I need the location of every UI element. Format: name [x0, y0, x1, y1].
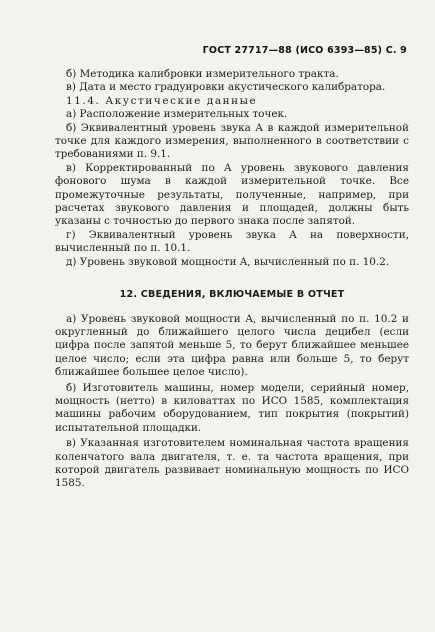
- item-v-background-noise: в) Корректированный по A уровень звукового давления фонового шума в каждой измерительной точке. Все промежуточные результаты, полученные, например, при расчетах звукового давления и площадей, должны быть указаны с точностью до первого знака после запятой.: [55, 161, 409, 228]
- page-header: ГОСТ 27717—88 (ИСО 6393—85) С. 9: [202, 45, 407, 56]
- item-b-equivalent-level: б) Эквивалентный уровень звука A в каждой измерительной точке для каждого измерения, выполненного в соответствии с требованиями п. 9.1.: [55, 121, 409, 161]
- item-v-rated-speed: в) Указанная изготовителем номинальная частота вращения коленчатого вала двигателя, т. е. та частота вращения, при которой двигатель развивает номинальную мощность по ИСО 1585.: [55, 437, 409, 490]
- section-12-title: 12. СВЕДЕНИЯ, ВКЛЮЧАЕМЫЕ В ОТЧЕТ: [119, 289, 345, 301]
- item-a-measurement-points: а) Расположение измерительных точек.: [66, 108, 288, 121]
- item-v-calibrator-date: в) Дата и место градуировки акустического калибратора.: [66, 81, 386, 94]
- item-g-surface-level: г) Эквивалентный уровень звука A на поверхности, вычисленный по п. 10.1.: [55, 228, 409, 255]
- section-12-body: [55, 313, 409, 491]
- item-b-calibration-method: б) Методика калибровки измерительного тракта.: [66, 68, 339, 80]
- page-content: [55, 68, 409, 491]
- subsection-11-4-heading: 11.4. Акустические данные: [66, 94, 258, 107]
- item-b-manufacturer-info: б) Изготовитель машины, номер модели, серийный номер, мощность (нетто) в киловаттах по ИСО 1585, комплектация машины рабочим оборудованием, тип покрытия (покрытий) испытательной площадки.: [55, 381, 409, 434]
- item-d-sound-power: д) Уровень звуковой мощности A, вычисленный по п. 10.2.: [66, 255, 390, 268]
- item-a-rounded-power: а) Уровень звуковой мощности A, вычисленный по п. 10.2 и округленный до ближайшего целого числа децибел (если цифра после запятой меньше 5, то берут ближайшее меньшее целое число; если эта цифра равна или больше 5, то берут ближайшее большее целое число).: [55, 312, 409, 379]
